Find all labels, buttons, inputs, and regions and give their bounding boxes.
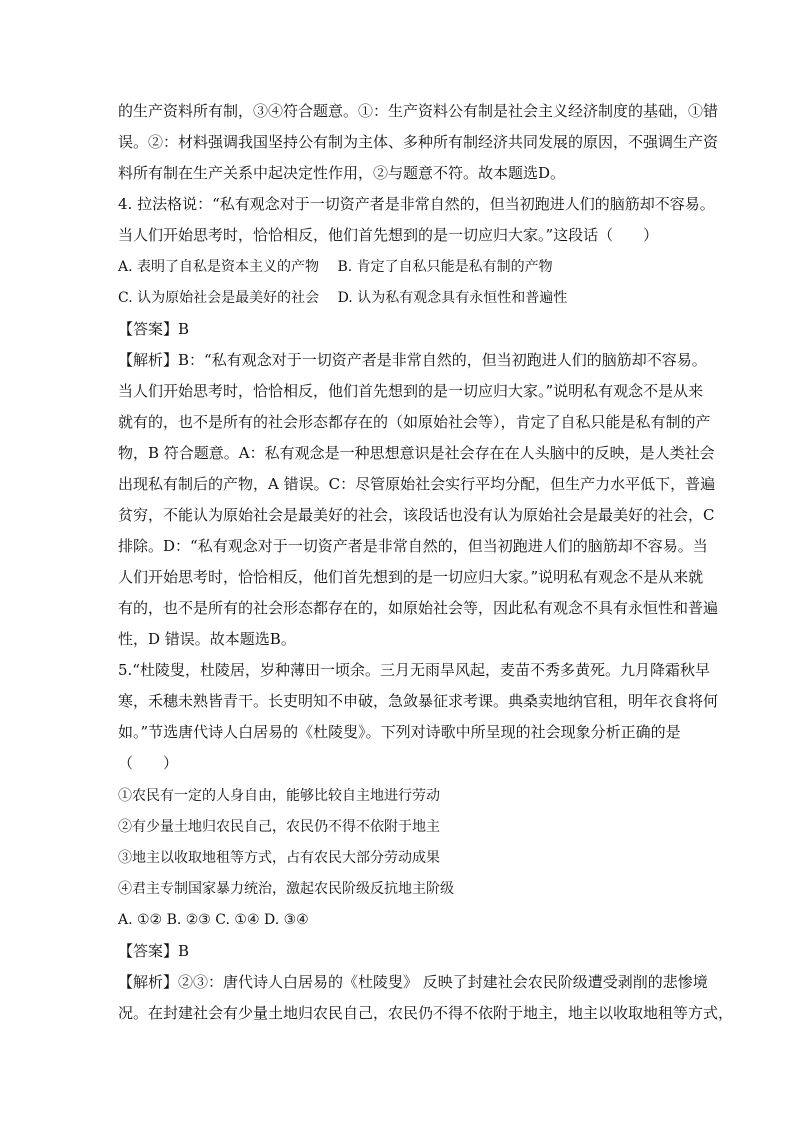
question-5-stem: 寒，禾穗未熟皆青干。长吏明知不申破，急敛暴征求考课。典桑卖地纳官租，明年衣食将何 [118, 692, 719, 710]
question-5-stem: 5.“杜陵叟，杜陵居，岁种薄田一顷余。三月无雨旱风起，麦苗不秀多黄死。九月降霜秋早 [118, 661, 710, 679]
question-4-analysis: 有的，也不是所有的社会形态都存在的，如原始社会等，因此私有观念不具有永恒性和普遍 [118, 599, 719, 617]
question-4-analysis: 【解析】B：“私有观念对于一切资产者是非常自然的，但当初跑进人们的脑筋却不容易。 [118, 351, 707, 369]
question-4-analysis: 性，D 错误。故本题选B。 [118, 630, 296, 648]
question-5-analysis: 【解析】②③：唐代诗人白居易的《杜陵叟》 反映了封建社会农民阶级遭受剥削的悲惨境 [118, 973, 708, 991]
question-4-analysis: 当人们开始思考时，恰恰相反，他们首先想到的是一切应归大家。”说明私有观念不是从来 [118, 382, 704, 400]
question-5-statement: ④君主专制国家暴力统治，激起农民阶级反抗地主阶级 [118, 881, 454, 897]
question-5-answer: 【答案】B [118, 942, 190, 960]
question-5-options: A. ①② B. ②③ C. ①④ D. ③④ [118, 912, 309, 928]
question-5-statement: ②有少量土地归农民自己，农民仍不得不依附于地主 [118, 819, 440, 835]
question-5-stem: 如。”节选唐代诗人白居易的《杜陵叟》。下列对诗歌中所呈现的社会现象分析正确的是 [118, 723, 681, 741]
question-4-analysis: 人们开始思考时，恰恰相反，他们首先想到的是一切应归大家。”说明私有观念不是从来就 [118, 568, 704, 586]
question-5-statement: ①农民有一定的人身自由，能够比较自主地进行劳动 [118, 788, 440, 804]
text-line: 的生产资料所有制，③④符合题意。①：生产资料公有制是社会主义经济制度的基础，①错 [118, 102, 719, 120]
question-4-analysis: 贫穷，不能认为原始社会是最美好的社会，该段话也没有认为原始社会是最美好的社会，C [118, 506, 715, 524]
question-5-stem: （ ） [118, 754, 179, 772]
question-4-options-cd: C. 认为原始社会是最美好的社会 D. 认为私有观念具有永恒性和普遍性 [118, 290, 568, 306]
question-4-stem: 4. 拉法格说：“私有观念对于一切资产者是非常自然的，但当初跑进人们的脑筋却不容易。 [118, 195, 715, 213]
question-4-analysis: 排除。D：“私有观念对于一切资产者是非常自然的，但当初跑进人们的脑筋却不容易。当 [118, 537, 708, 555]
question-5-analysis: 况。在封建社会有少量土地归农民自己，农民仍不得不依附于地主，地主以收取地租等方式， [118, 1004, 734, 1022]
question-4-analysis: 就有的，也不是所有的社会形态都存在的（如原始社会等），肯定了自私只能是私有制的产 [118, 413, 711, 431]
question-4-analysis: 出现私有制后的产物，A 错误。C：尽管原始社会实行平均分配，但生产力水平低下，普遍 [118, 475, 716, 493]
question-4-stem: 当人们开始思考时，恰恰相反，他们首先想到的是一切应归大家。”这段话（ ） [118, 226, 659, 244]
question-4-answer: 【答案】B [118, 320, 190, 338]
question-5-statement: ③地主以收取地租等方式，占有农民大部分劳动成果 [118, 850, 440, 866]
text-line: 误。②：材料强调我国坚持公有制为主体、多种所有制经济共同发展的原因，不强调生产资 [118, 133, 719, 151]
text-line: 料所有制在生产关系中起决定性作用，②与题意不符。故本题选D。 [118, 164, 566, 182]
question-4-options-ab: A. 表明了自私是资本主义的产物 B. 肯定了自私只能是私有制的产物 [118, 259, 553, 275]
question-4-analysis: 物，B 符合题意。A：私有观念是一种思想意识是社会存在在人头脑中的反映，是人类社会 [118, 444, 715, 462]
